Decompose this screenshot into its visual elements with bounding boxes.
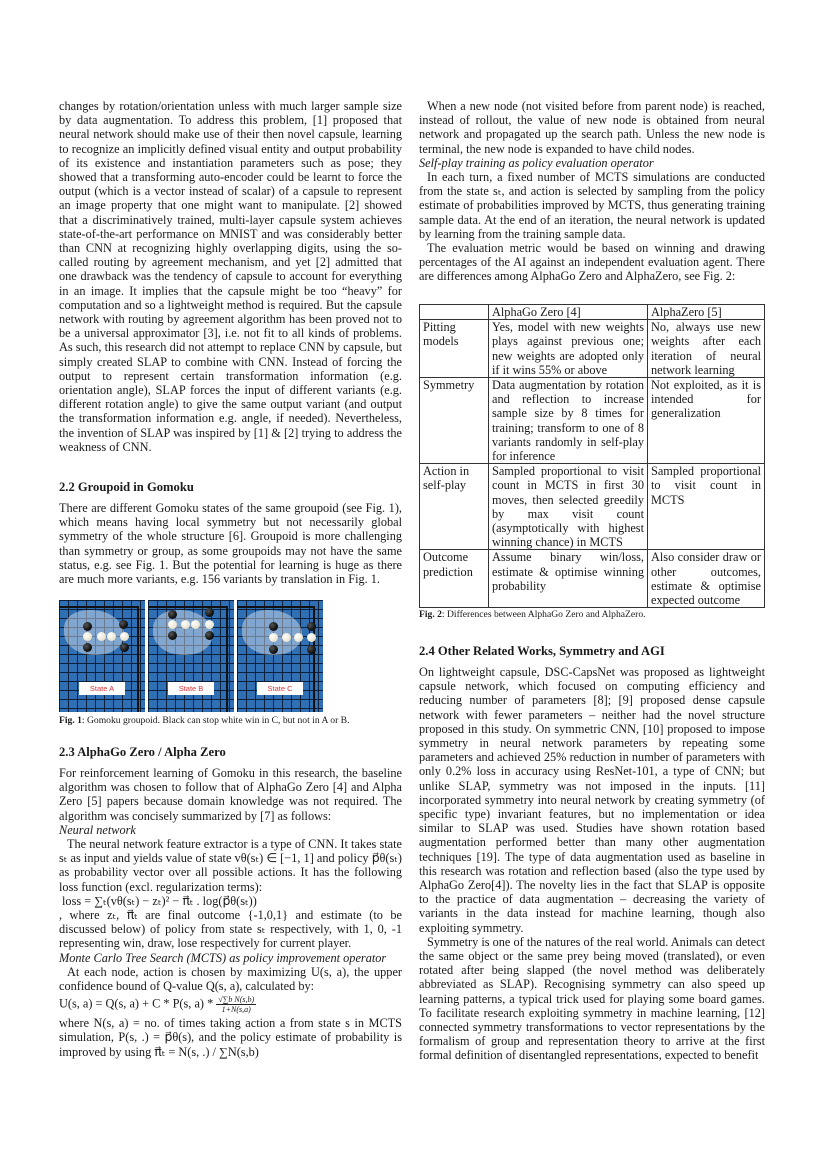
paragraph: , where zₜ, π⃗ₜ are final outcome {-1,0,1} and estimate (to be discussed below) of policy from state sₜ respectively, with 1, 0, -1 representing win, draw, lose respectively for current player. <box>59 908 402 951</box>
table-cell: No, always use new weights after each iteration of neural network learning <box>648 320 765 378</box>
groupoid-paragraph: There are different Gomoku states of the same groupoid (see Fig. 1), which means having local symmetry but not necessarily global symmetry of the whole structure [6]. Groupoid is more challenging than symmetry or group, as some groupoids may not have the same status, e.g. see Fig. 1. But the potential for learning is huge as there are much more variants, e.g. 156 variants by translation in Fig. 1. <box>59 501 402 587</box>
section-2-2 <box>59 480 402 586</box>
section-2-3 <box>59 745 402 1059</box>
comparison-table <box>419 304 765 608</box>
table-cell: Not exploited, as it is intended for generalization <box>648 378 765 464</box>
loss-formula: loss = ∑ₜ(vθ(sₜ) − zₜ)² − π⃗ₜ . log(p⃗θ(sₜ)) <box>62 893 257 908</box>
section-heading: 2.3 AlphaGo Zero / Alpha Zero <box>59 745 226 759</box>
table-cell: Yes, model with new weights plays against previous one; new weights are adopted only if it wins 55% or above <box>489 320 648 378</box>
paragraph: On lightweight capsule, DSC-CapsNet was proposed as lightweight capsule network, which focused on computing efficiency and reducing number of parameters [8]; [9] proposed dense capsule network with fewer parameters – neither had the novel structure proposed in this study. On symmetric CNN, [10] proposed to impose symmetry in neural network parameters by repeating some parameters and achieved 25% reduction in number of parameters with only 0.2% loss in accuracy using ResNet-101, a type of CNN; but unlike SLAP, symmetry was not imposed in the inputs. [11] incorporated symmetry into neural network by creating symmetry (of specific type) invariant features, but no implementation or idea similar to SLAP was used. Studies have shown rotation based augmentation performed better than many other augmentation techniques [19]. The type of data augmentation used as baseline in this research was rotation and reflection based (also the type used by AlphaGo Zero[4]). The novelty lies in the fact that SLAP is opposite to the practice of data augmentation – decreasing the variety of variants in the data instead for machine learning, though also exploiting symmetry. <box>419 665 765 935</box>
figure-1-gomoku-boards <box>59 600 324 712</box>
caption-label: Fig. 1 <box>59 715 82 726</box>
subheading-mcts: Monte Carlo Tree Search (MCTS) as policy improvement operator <box>59 950 387 965</box>
state-label: State A <box>79 682 125 695</box>
caption-text: : Gomoku groupoid. Black can stop white win in C, but not in A or B. <box>81 715 350 726</box>
caption-text: : Differences between AlphaGo Zero and AlphaZero. <box>441 609 646 620</box>
table-cell: Symmetry <box>420 378 489 464</box>
paragraph: Symmetry is one of the natures of the real world. Animals can detect the same object or the same prey being moved (translated), or even rotated after being slapped (the novel method was deliberately abbreviated as SLAP). Recognising symmetry can also speed up learning patterns, a typical trick used for playing some board games. To facilitate research exploiting symmetry in machine learning, [12] connected symmetry transformations to vector representations by the formalism of group and representation theory to arrive at the first formal definition of disentangled representations, expected to benefit <box>419 934 765 1063</box>
table-cell: Sampled proportional to visit count in MCTS in first 30 moves, then selected greedily by max visit count (asymptotically with highest winning chance) in MCTS <box>489 464 648 550</box>
table-cell: Also consider draw or other outcomes, estimate & optimise expected outcome <box>648 550 765 608</box>
table-cell: Outcome prediction <box>420 550 489 608</box>
table-cell: Sampled proportional to visit count in MCTS <box>648 464 765 550</box>
ucb-fraction <box>216 995 256 1014</box>
paragraph: The evaluation metric would be based on winning and drawing percentages of the AI against an independent evaluation agent. There are differences among AlphaGo Zero and AlphaZero, see Fig. 2: <box>419 241 765 284</box>
paragraph: For reinforcement learning of Gomoku in this research, the baseline algorithm was chosen to follow that of AlphaGo Zero [4] and Alpha Zero [5] papers because domain knowledge was not required. The algorithm was concisely summarized by [7] as follows: <box>59 766 402 823</box>
table-header: AlphaGo Zero [4] <box>489 305 648 320</box>
table-cell: Pitting models <box>420 320 489 378</box>
section-2-4 <box>419 644 765 1063</box>
table-row <box>420 320 765 378</box>
intro-paragraph: changes by rotation/orientation unless with much larger sample size by data augmentation. To address this problem, [1] proposed that neural network should make use of their then novel capsule, learning to recognize an implicitly defined visual entity and output probability of its existence and instantiation parameters such as pose; they showed that a transforming auto-encoder could be learnt to force the output (which is a vector instead of scalar) of a capsule to represent an image property that one might want to manipulate. [2] showed that a discriminatively trained, multi-layer capsule system achieves state-of-the-art performance on MNIST and was considerably better than CNN at recognizing highly overlapping digits, using the so-called routing by agreement mechanism, and yet [2] admitted that one drawback was the tendency of capsule to account for everything in an image. It implies that the capsule might be too “heavy” for computation and so a lightweight method is required. But the capsule network with routing by agreement algorithm has been proved not to be a universal approximator [3], i.e. not fit to all kinds of problems. As such, this research did not attempt to replace CNN by capsule, but simply created SLAP to combine with CNN. Instead of forcing the output to represent certain transformation information (e.g. orientation angle), SLAP forces the input of different variants (e.g. different rotation angle) to give the same output variant (and output the transformation information e.g. angle, if needed). Nevertheless, the invention of SLAP was inspired by [1] & [2] trying to address the weakness of CNN. <box>59 99 402 454</box>
table-row <box>420 464 765 550</box>
figure-2-caption <box>419 609 646 621</box>
paragraph: The neural network feature extractor is a type of CNN. It takes state sₜ as input and yields value of state vθ(sₜ) ∈ [−1, 1] and policy p⃗θ(sₜ) as probability vector over all possible actions. It has the following loss function (excl. regularization terms): <box>59 837 402 894</box>
right-intro <box>419 99 765 284</box>
ucb-formula <box>59 995 402 1014</box>
board-state-b <box>148 600 234 712</box>
caption-label: Fig. 2 <box>419 609 442 620</box>
ucb-lhs: U(s, a) = Q(s, a) + C * P(s, a) * <box>59 996 217 1011</box>
ucb-denominator: 1+N(s,a) <box>221 1005 251 1015</box>
table-cell: Action in self-play <box>420 464 489 550</box>
table-header: AlphaZero [5] <box>648 305 765 320</box>
subheading-neural-network: Neural network <box>59 822 136 837</box>
board-state-c <box>237 600 323 712</box>
figure-1-caption <box>59 715 349 727</box>
paragraph: where N(s, a) = no. of times taking action a from state s in MCTS simulation, P(s, .) = p⃗θ(s), and the policy estimate of probability is improved by using π⃗ₜ = N(s, .) / ∑N(s,b) <box>59 1016 402 1059</box>
table-header-row <box>420 305 765 320</box>
left-intro <box>59 99 402 454</box>
paragraph: In each turn, a fixed number of MCTS simulations are conducted from the state sₜ, and action is selected by sampling from the policy estimate of probabilities improved by MCTS, thus generating training sample data. At the end of an iteration, the neural network is updated by learning from the training sample data. <box>419 170 765 241</box>
table-row <box>420 550 765 608</box>
paragraph: When a new node (not visited before from parent node) is reached, instead of rollout, the value of new node is obtained from neural network and propagated up the search path. Unless the new node is terminal, the new node is expanded to have child nodes. <box>419 99 765 156</box>
table-header <box>420 305 489 320</box>
section-heading: 2.4 Other Related Works, Symmetry and AGI <box>419 644 665 658</box>
table-row <box>420 378 765 464</box>
board-state-a <box>59 600 145 712</box>
section-heading: 2.2 Groupoid in Gomoku <box>59 480 194 494</box>
table-cell: Data augmentation by rotation and reflection to increase sample size by 8 times for training; transform to one of 8 variants randomly in self-play for inference <box>489 378 648 464</box>
subheading-self-play: Self-play training as policy evaluation operator <box>419 155 654 170</box>
state-label: State C <box>257 682 303 695</box>
paragraph: At each node, action is chosen by maximizing U(s, a), the upper confidence bound of Q-value Q(s, a), calculated by: <box>59 964 402 994</box>
table-cell: Assume binary win/loss, estimate & optimise winning probability <box>489 550 648 608</box>
ucb-numerator: √∑b N(s,b) <box>218 995 255 1005</box>
state-label: State B <box>168 682 214 695</box>
